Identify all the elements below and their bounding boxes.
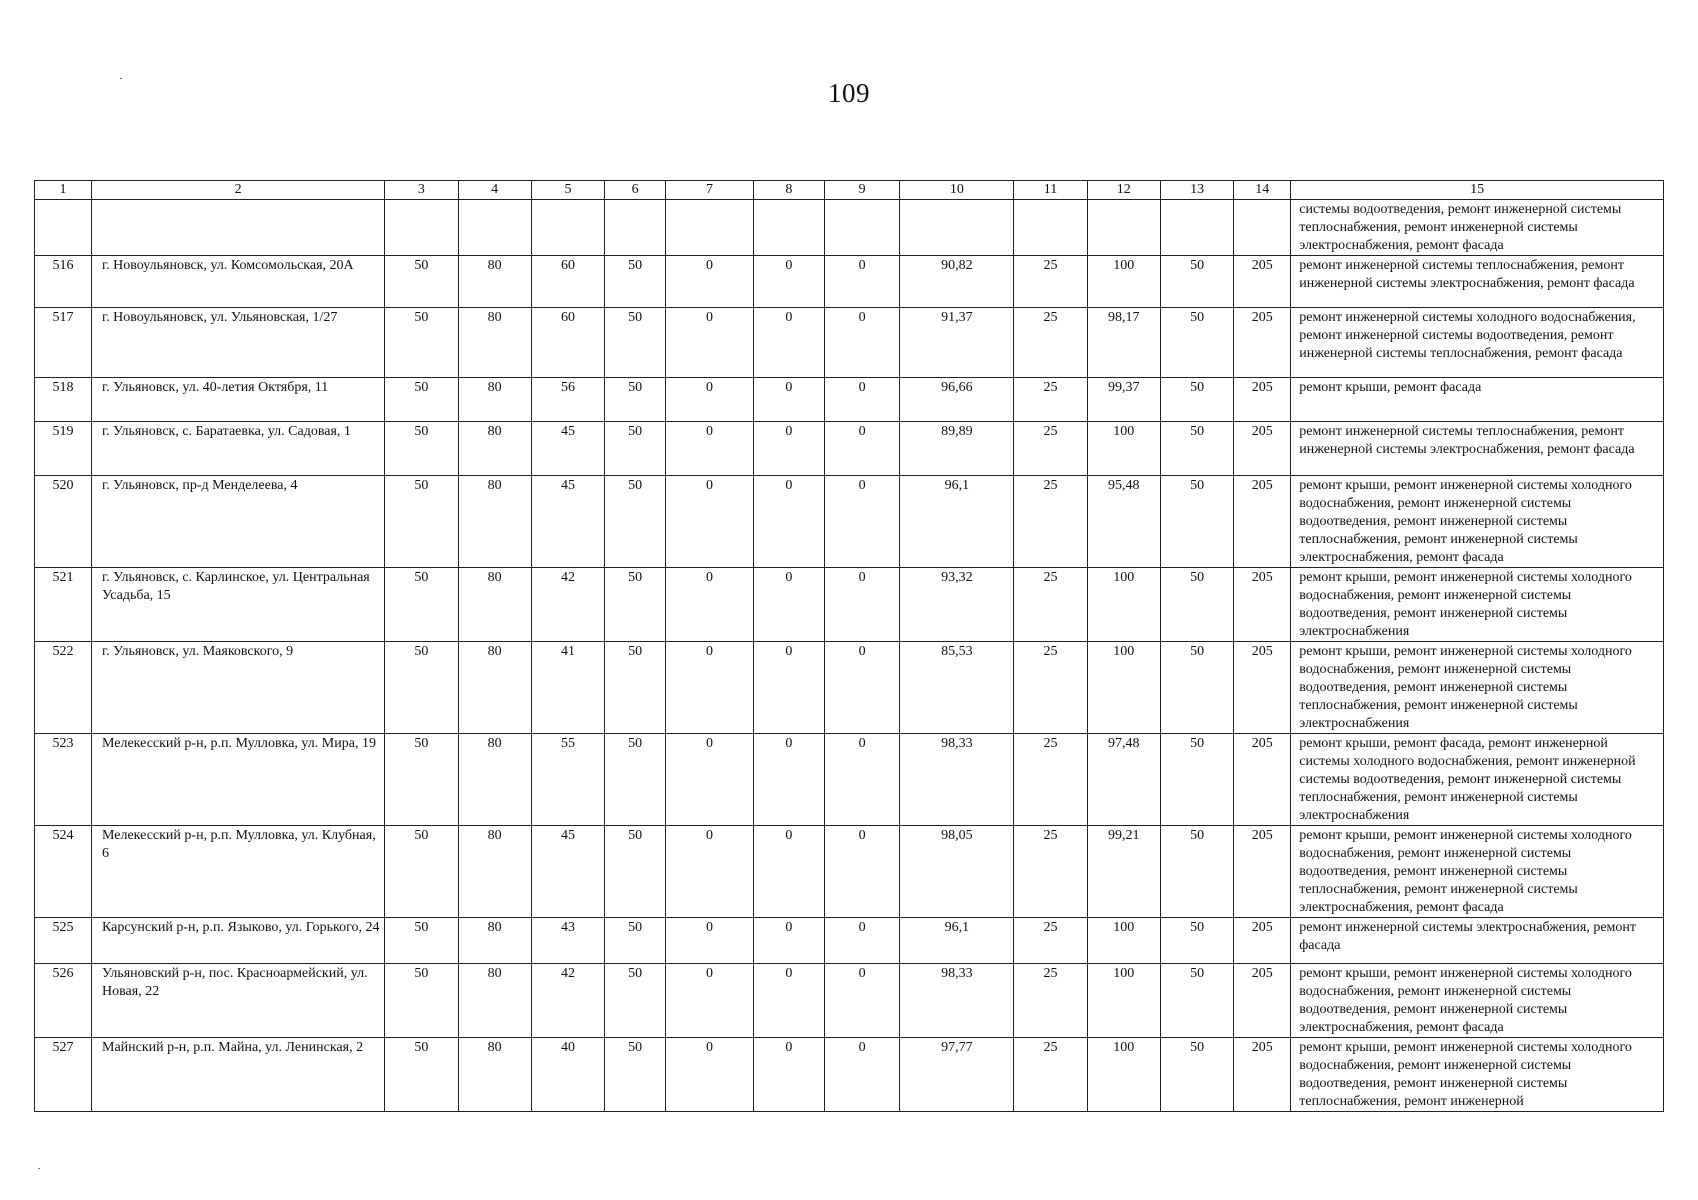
- row-number: 520: [35, 476, 92, 568]
- address-cell: Мелекесский р-н, р.п. Мулловка, ул. Клубная, 6: [92, 826, 385, 918]
- value-cell: 0: [666, 734, 754, 826]
- data-table: [34, 180, 1664, 1112]
- value-cell: 85,53: [900, 642, 1014, 734]
- value-cell: 56: [531, 378, 604, 422]
- table-row: [35, 826, 1664, 918]
- value-cell: 205: [1234, 964, 1291, 1038]
- value-cell: 0: [666, 422, 754, 476]
- value-cell: 50: [605, 964, 666, 1038]
- row-number: 522: [35, 642, 92, 734]
- table-row: [35, 378, 1664, 422]
- work-description: ремонт крыши, ремонт инженерной системы холодного водоснабжения, ремонт инженерной системы водоотведения, ремонт инженерной системы электроснабжения: [1291, 568, 1664, 642]
- value-cell: 205: [1234, 256, 1291, 308]
- value-cell: 205: [1234, 1038, 1291, 1112]
- value-cell: 100: [1087, 256, 1160, 308]
- value-cell: 50: [605, 734, 666, 826]
- value-cell: 50: [385, 422, 458, 476]
- work-description: ремонт крыши, ремонт инженерной системы холодного водоснабжения, ремонт инженерной системы водоотведения, ремонт инженерной системы теплоснабжения, ремонт инженерной системы электроснабжения, ремонт фасада: [1291, 476, 1664, 568]
- value-cell: 45: [531, 422, 604, 476]
- value-cell: 0: [753, 378, 824, 422]
- value-cell: 100: [1087, 964, 1160, 1038]
- value-cell: 25: [1014, 826, 1087, 918]
- row-number: 521: [35, 568, 92, 642]
- address-cell: Мелекесский р-н, р.п. Мулловка, ул. Мира, 19: [92, 734, 385, 826]
- value-cell: 50: [1160, 422, 1233, 476]
- continuation-row: [35, 200, 1664, 256]
- value-cell: 205: [1234, 734, 1291, 826]
- table-row: [35, 256, 1664, 308]
- value-cell: 50: [385, 308, 458, 378]
- value-cell: 42: [531, 964, 604, 1038]
- work-description: системы водоотведения, ремонт инженерной системы теплоснабжения, ремонт инженерной системы электроснабжения, ремонт фасада: [1291, 200, 1664, 256]
- value-cell: 95,48: [1087, 476, 1160, 568]
- value-cell: 0: [825, 734, 900, 826]
- column-header: 3: [385, 181, 458, 200]
- value-cell: 0: [666, 308, 754, 378]
- row-number: 517: [35, 308, 92, 378]
- value-cell: 97,77: [900, 1038, 1014, 1112]
- value-cell: 50: [385, 476, 458, 568]
- table-row: [35, 476, 1664, 568]
- address-cell: г. Новоульяновск, ул. Комсомольская, 20А: [92, 256, 385, 308]
- table-row: [35, 308, 1664, 378]
- value-cell: 50: [605, 1038, 666, 1112]
- value-cell: 99,21: [1087, 826, 1160, 918]
- value-cell: 50: [605, 476, 666, 568]
- value-cell: 80: [458, 918, 531, 964]
- value-cell: 50: [605, 256, 666, 308]
- value-cell: 50: [385, 734, 458, 826]
- value-cell: 0: [753, 642, 824, 734]
- column-header: 5: [531, 181, 604, 200]
- table-row: [35, 918, 1664, 964]
- address-cell: Ульяновский р-н, пос. Красноармейский, ул. Новая, 22: [92, 964, 385, 1038]
- value-cell: 50: [605, 642, 666, 734]
- value-cell: 80: [458, 422, 531, 476]
- value-cell: 50: [385, 642, 458, 734]
- value-cell: 0: [666, 826, 754, 918]
- value-cell: 0: [753, 476, 824, 568]
- address-cell: Майнский р-н, р.п. Майна, ул. Ленинская, 2: [92, 1038, 385, 1112]
- row-number: 523: [35, 734, 92, 826]
- column-header: 10: [900, 181, 1014, 200]
- scan-speck: [120, 78, 122, 79]
- value-cell: 80: [458, 308, 531, 378]
- address-cell: г. Новоульяновск, ул. Ульяновская, 1/27: [92, 308, 385, 378]
- value-cell: 42: [531, 568, 604, 642]
- column-header: 1: [35, 181, 92, 200]
- column-header: 4: [458, 181, 531, 200]
- value-cell: 45: [531, 476, 604, 568]
- value-cell: 205: [1234, 642, 1291, 734]
- value-cell: 93,32: [900, 568, 1014, 642]
- column-header: 13: [1160, 181, 1233, 200]
- column-header: 2: [92, 181, 385, 200]
- table-row: [35, 642, 1664, 734]
- value-cell: 100: [1087, 568, 1160, 642]
- value-cell: 89,89: [900, 422, 1014, 476]
- value-cell: 0: [753, 918, 824, 964]
- value-cell: 0: [825, 918, 900, 964]
- work-description: ремонт инженерной системы теплоснабжения, ремонт инженерной системы электроснабжения, ремонт фасада: [1291, 422, 1664, 476]
- value-cell: 0: [825, 308, 900, 378]
- value-cell: 100: [1087, 422, 1160, 476]
- row-number: 525: [35, 918, 92, 964]
- value-cell: 50: [605, 918, 666, 964]
- address-cell: Карсунский р-н, р.п. Языково, ул. Горького, 24: [92, 918, 385, 964]
- value-cell: 50: [1160, 476, 1233, 568]
- value-cell: 0: [753, 1038, 824, 1112]
- value-cell: 0: [825, 476, 900, 568]
- value-cell: 25: [1014, 642, 1087, 734]
- value-cell: 0: [753, 734, 824, 826]
- value-cell: 0: [825, 422, 900, 476]
- value-cell: 25: [1014, 964, 1087, 1038]
- value-cell: 50: [1160, 964, 1233, 1038]
- value-cell: 50: [1160, 642, 1233, 734]
- value-cell: 0: [666, 256, 754, 308]
- work-description: ремонт крыши, ремонт инженерной системы холодного водоснабжения, ремонт инженерной системы водоотведения, ремонт инженерной системы электроснабжения, ремонт фасада: [1291, 964, 1664, 1038]
- value-cell: 0: [666, 568, 754, 642]
- value-cell: 98,17: [1087, 308, 1160, 378]
- value-cell: 80: [458, 964, 531, 1038]
- value-cell: 50: [1160, 734, 1233, 826]
- work-description: ремонт крыши, ремонт фасада: [1291, 378, 1664, 422]
- work-description: ремонт крыши, ремонт инженерной системы холодного водоснабжения, ремонт инженерной системы водоотведения, ремонт инженерной системы теплоснабжения, ремонт инженерной системы электроснабжения: [1291, 642, 1664, 734]
- value-cell: 50: [385, 378, 458, 422]
- value-cell: 205: [1234, 826, 1291, 918]
- value-cell: 25: [1014, 1038, 1087, 1112]
- value-cell: 0: [753, 964, 824, 1038]
- value-cell: 50: [605, 826, 666, 918]
- value-cell: 50: [1160, 308, 1233, 378]
- value-cell: 0: [666, 1038, 754, 1112]
- value-cell: 25: [1014, 378, 1087, 422]
- value-cell: 96,1: [900, 918, 1014, 964]
- table-row: [35, 568, 1664, 642]
- value-cell: 100: [1087, 1038, 1160, 1112]
- value-cell: 50: [1160, 826, 1233, 918]
- value-cell: 0: [825, 256, 900, 308]
- value-cell: 0: [825, 378, 900, 422]
- row-number: 526: [35, 964, 92, 1038]
- value-cell: 91,37: [900, 308, 1014, 378]
- value-cell: 205: [1234, 568, 1291, 642]
- value-cell: 80: [458, 1038, 531, 1112]
- column-header: 8: [753, 181, 824, 200]
- value-cell: 55: [531, 734, 604, 826]
- address-cell: г. Ульяновск, с. Баратаевка, ул. Садовая, 1: [92, 422, 385, 476]
- value-cell: 0: [666, 964, 754, 1038]
- row-number: 527: [35, 1038, 92, 1112]
- column-header: 15: [1291, 181, 1664, 200]
- value-cell: 80: [458, 734, 531, 826]
- value-cell: 0: [825, 826, 900, 918]
- column-header: 12: [1087, 181, 1160, 200]
- value-cell: 80: [458, 568, 531, 642]
- column-number-row: [35, 181, 1664, 200]
- value-cell: 50: [605, 422, 666, 476]
- value-cell: 80: [458, 642, 531, 734]
- column-header: 11: [1014, 181, 1087, 200]
- value-cell: 205: [1234, 378, 1291, 422]
- scan-speck: [38, 1168, 40, 1169]
- column-header: 7: [666, 181, 754, 200]
- value-cell: 50: [605, 378, 666, 422]
- value-cell: 50: [385, 256, 458, 308]
- value-cell: 40: [531, 1038, 604, 1112]
- value-cell: 43: [531, 918, 604, 964]
- value-cell: 25: [1014, 918, 1087, 964]
- value-cell: 99,37: [1087, 378, 1160, 422]
- value-cell: 50: [1160, 568, 1233, 642]
- value-cell: 0: [825, 642, 900, 734]
- value-cell: 0: [753, 256, 824, 308]
- value-cell: 25: [1014, 568, 1087, 642]
- address-cell: г. Ульяновск, ул. Маяковского, 9: [92, 642, 385, 734]
- value-cell: 50: [385, 568, 458, 642]
- value-cell: 50: [1160, 256, 1233, 308]
- column-header: 14: [1234, 181, 1291, 200]
- work-description: ремонт крыши, ремонт инженерной системы холодного водоснабжения, ремонт инженерной системы водоотведения, ремонт инженерной системы теплоснабжения, ремонт инженерной системы электроснабжения, ремонт фасада: [1291, 826, 1664, 918]
- value-cell: 50: [1160, 378, 1233, 422]
- value-cell: 50: [1160, 918, 1233, 964]
- work-description: ремонт инженерной системы электроснабжения, ремонт фасада: [1291, 918, 1664, 964]
- value-cell: 0: [753, 826, 824, 918]
- value-cell: 0: [825, 964, 900, 1038]
- value-cell: 50: [605, 308, 666, 378]
- value-cell: 0: [666, 918, 754, 964]
- value-cell: 25: [1014, 422, 1087, 476]
- value-cell: 98,33: [900, 964, 1014, 1038]
- value-cell: 90,82: [900, 256, 1014, 308]
- value-cell: 50: [385, 1038, 458, 1112]
- value-cell: 50: [605, 568, 666, 642]
- value-cell: 205: [1234, 308, 1291, 378]
- value-cell: 98,05: [900, 826, 1014, 918]
- table-row: [35, 1038, 1664, 1112]
- value-cell: 25: [1014, 734, 1087, 826]
- row-number: 519: [35, 422, 92, 476]
- value-cell: 60: [531, 308, 604, 378]
- value-cell: 25: [1014, 308, 1087, 378]
- value-cell: 0: [753, 568, 824, 642]
- value-cell: 96,1: [900, 476, 1014, 568]
- value-cell: 80: [458, 378, 531, 422]
- value-cell: 25: [1014, 256, 1087, 308]
- value-cell: 50: [385, 918, 458, 964]
- value-cell: 50: [385, 964, 458, 1038]
- value-cell: 0: [753, 422, 824, 476]
- row-number: 518: [35, 378, 92, 422]
- value-cell: 0: [666, 378, 754, 422]
- value-cell: 98,33: [900, 734, 1014, 826]
- value-cell: 80: [458, 256, 531, 308]
- value-cell: 0: [666, 642, 754, 734]
- value-cell: 25: [1014, 476, 1087, 568]
- work-description: ремонт инженерной системы теплоснабжения, ремонт инженерной системы электроснабжения, ремонт фасада: [1291, 256, 1664, 308]
- value-cell: 205: [1234, 422, 1291, 476]
- value-cell: 41: [531, 642, 604, 734]
- value-cell: 97,48: [1087, 734, 1160, 826]
- value-cell: 60: [531, 256, 604, 308]
- page-number: 109: [828, 78, 870, 108]
- value-cell: 80: [458, 476, 531, 568]
- column-header: 9: [825, 181, 900, 200]
- value-cell: 100: [1087, 642, 1160, 734]
- value-cell: 96,66: [900, 378, 1014, 422]
- value-cell: 0: [666, 476, 754, 568]
- value-cell: 0: [825, 568, 900, 642]
- value-cell: 45: [531, 826, 604, 918]
- address-cell: г. Ульяновск, ул. 40-летия Октября, 11: [92, 378, 385, 422]
- row-number: 516: [35, 256, 92, 308]
- value-cell: 205: [1234, 476, 1291, 568]
- table-row: [35, 964, 1664, 1038]
- value-cell: 205: [1234, 918, 1291, 964]
- work-description: ремонт крыши, ремонт инженерной системы холодного водоснабжения, ремонт инженерной системы водоотведения, ремонт инженерной системы теплоснабжения, ремонт инженерной: [1291, 1038, 1664, 1112]
- value-cell: 0: [825, 1038, 900, 1112]
- value-cell: 50: [1160, 1038, 1233, 1112]
- row-number: 524: [35, 826, 92, 918]
- value-cell: 80: [458, 826, 531, 918]
- column-header: 6: [605, 181, 666, 200]
- value-cell: 0: [753, 308, 824, 378]
- work-description: ремонт крыши, ремонт фасада, ремонт инженерной системы холодного водоснабжения, ремонт инженерной системы водоотведения, ремонт инженерной системы теплоснабжения, ремонт инженерной системы электроснабжения: [1291, 734, 1664, 826]
- address-cell: г. Ульяновск, с. Карлинское, ул. Центральная Усадьба, 15: [92, 568, 385, 642]
- table-row: [35, 734, 1664, 826]
- table-row: [35, 422, 1664, 476]
- work-description: ремонт инженерной системы холодного водоснабжения, ремонт инженерной системы водоотведения, ремонт инженерной системы теплоснабжения, ремонт фасада: [1291, 308, 1664, 378]
- address-cell: г. Ульяновск, пр-д Менделеева, 4: [92, 476, 385, 568]
- value-cell: 100: [1087, 918, 1160, 964]
- value-cell: 50: [385, 826, 458, 918]
